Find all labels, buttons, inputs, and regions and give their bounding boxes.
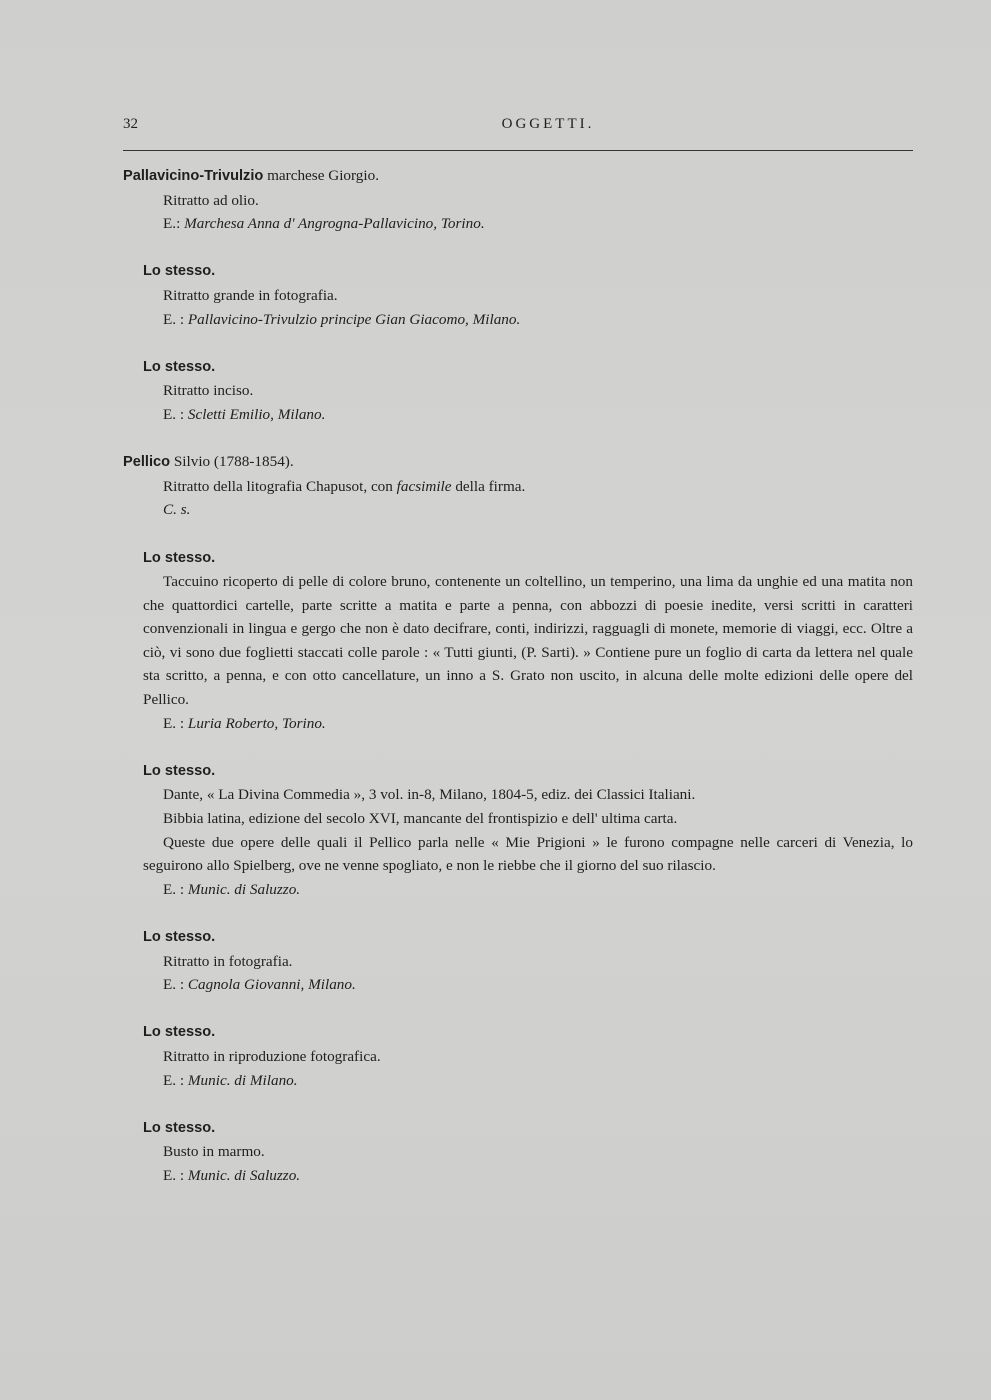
description-italic: facsimile <box>396 477 452 495</box>
entry-item-line: Bibbia latina, edizione del secolo XVI, mancante del frontispizio e dell' ultima carta. <box>163 810 678 828</box>
entry-description: Ritratto ad olio. <box>163 191 259 209</box>
entry-name: Lo stesso. <box>143 762 216 779</box>
running-title: OGGETTI. <box>501 116 595 132</box>
owner-name: Cagnola Giovanni, Milano. <box>187 976 356 994</box>
owner-label: E. : <box>163 1166 188 1184</box>
entry-name-rest: marchese Giorgio. <box>263 167 380 184</box>
entry-owner <box>123 308 913 332</box>
owner-name: Munic. di Saluzzo. <box>187 1166 301 1184</box>
entry-name: Lo stesso. <box>143 263 216 280</box>
owner-label: E. : <box>163 976 188 994</box>
owner-label: E. : <box>163 714 188 732</box>
entry-description: Busto in marmo. <box>163 1143 265 1161</box>
running-head <box>123 116 913 142</box>
catalogue-entry <box>123 450 913 522</box>
entry-name: Lo stesso. <box>143 358 216 375</box>
catalogue-entry <box>123 355 913 427</box>
entry-owner <box>123 1164 913 1188</box>
owner-name: Marchesa Anna d' Angrogna-Pallavicino, Torino. <box>184 215 485 233</box>
owner-name: Munic. di Saluzzo. <box>187 880 301 898</box>
entry-paragraph: Taccuino ricoperto di pelle di colore bruno, contenente un coltellino, un temperino, una lima da unghie ed una matita non che quattordici cartelle, parte scritte a matita e parte a penna, con abbozzi di poesie inedite, versi scritti in caratteri convenzionali in lingua e gergo che non è dato decifrare, conti, indirizzi, ragguagli di monete, memorie di viaggi, ecc. Oltre a ciò, vi sono due foglietti staccati colle parole : « Tutti giunti, (P. Sarti). » Contiene pure un foglio di carta da lettera nel quale sta scritto, a penna, e con otto cancellature, un inno a S. Grato non uscito, in alcuna delle molte edizioni delle opere del Pellico. <box>143 573 913 709</box>
entry-name: Lo stesso. <box>143 929 216 945</box>
owner-label: E.: <box>163 215 185 233</box>
entry-owner <box>123 403 913 427</box>
owner-name: Scletti Emilio, Milano. <box>187 405 326 423</box>
entry-description: Ritratto in riproduzione fotografica. <box>163 1047 381 1065</box>
entry-owner <box>123 878 913 902</box>
catalogue-entry <box>123 1020 913 1092</box>
entry-heading <box>123 546 913 571</box>
owner-label: E. : <box>163 405 188 423</box>
entry-owner <box>123 498 913 522</box>
entry-heading <box>123 759 913 784</box>
owner-name: C. s. <box>163 501 191 519</box>
owner-label: E. : <box>163 880 188 898</box>
catalogue-entry <box>123 1116 913 1188</box>
entry-name-rest: Silvio (1788-1854). <box>170 453 294 471</box>
entry-description: Ritratto in fotografia. <box>163 952 293 970</box>
owner-name: Pallavicino-Trivulzio principe Gian Giacomo, Milano. <box>187 310 521 328</box>
entry-name: Pallavicino-Trivulzio <box>123 168 264 184</box>
owner-label: E. : <box>163 1071 188 1089</box>
entry-name: Pellico <box>123 454 171 471</box>
catalogue-entry <box>123 164 913 236</box>
description-text: Ritratto della litografia Chapusot, con <box>163 477 397 495</box>
entry-heading <box>123 1116 913 1141</box>
entry-description: Ritratto grande in fotografia. <box>163 286 338 304</box>
entry-heading <box>123 1020 913 1045</box>
entry-heading <box>123 925 913 950</box>
entry-owner <box>123 1069 913 1093</box>
entry-description <box>123 475 913 499</box>
entry-item-line: Dante, « La Divina Commedia », 3 vol. in-8, Milano, 1804-5, ediz. dei Classici Italiani. <box>163 786 696 804</box>
header-rule <box>123 150 913 151</box>
catalogue-entry <box>123 546 913 736</box>
entry-owner <box>123 212 913 236</box>
entry-name: Lo stesso. <box>143 549 216 566</box>
entry-name: Lo stesso. <box>143 1024 216 1041</box>
owner-name: Luria Roberto, Torino. <box>187 714 326 732</box>
owner-name: Munic. di Milano. <box>187 1071 298 1089</box>
entry-owner <box>123 712 913 736</box>
entry-name: Lo stesso. <box>143 1119 216 1136</box>
entry-paragraph: Queste due opere delle quali il Pellico parla nelle « Mie Prigioni » le furono compagne nelle carceri di Venezia, lo seguirono allo Spielberg, ove ne venne spogliato, e non le riebbe che il giorno del suo rilascio. <box>143 833 913 875</box>
page-number: 32 <box>123 116 138 132</box>
catalogue-entry <box>123 759 913 902</box>
entry-owner <box>123 973 913 997</box>
description-text-end: della firma. <box>451 477 526 495</box>
entry-heading <box>123 355 913 380</box>
entry-description: Ritratto inciso. <box>163 382 254 400</box>
entry-heading <box>123 450 913 475</box>
catalogue-entry <box>123 925 913 997</box>
catalogue-entries <box>123 164 913 1211</box>
entry-heading <box>123 164 913 189</box>
owner-label: E. : <box>163 310 188 328</box>
catalogue-entry <box>123 259 913 331</box>
entry-heading <box>123 259 913 284</box>
